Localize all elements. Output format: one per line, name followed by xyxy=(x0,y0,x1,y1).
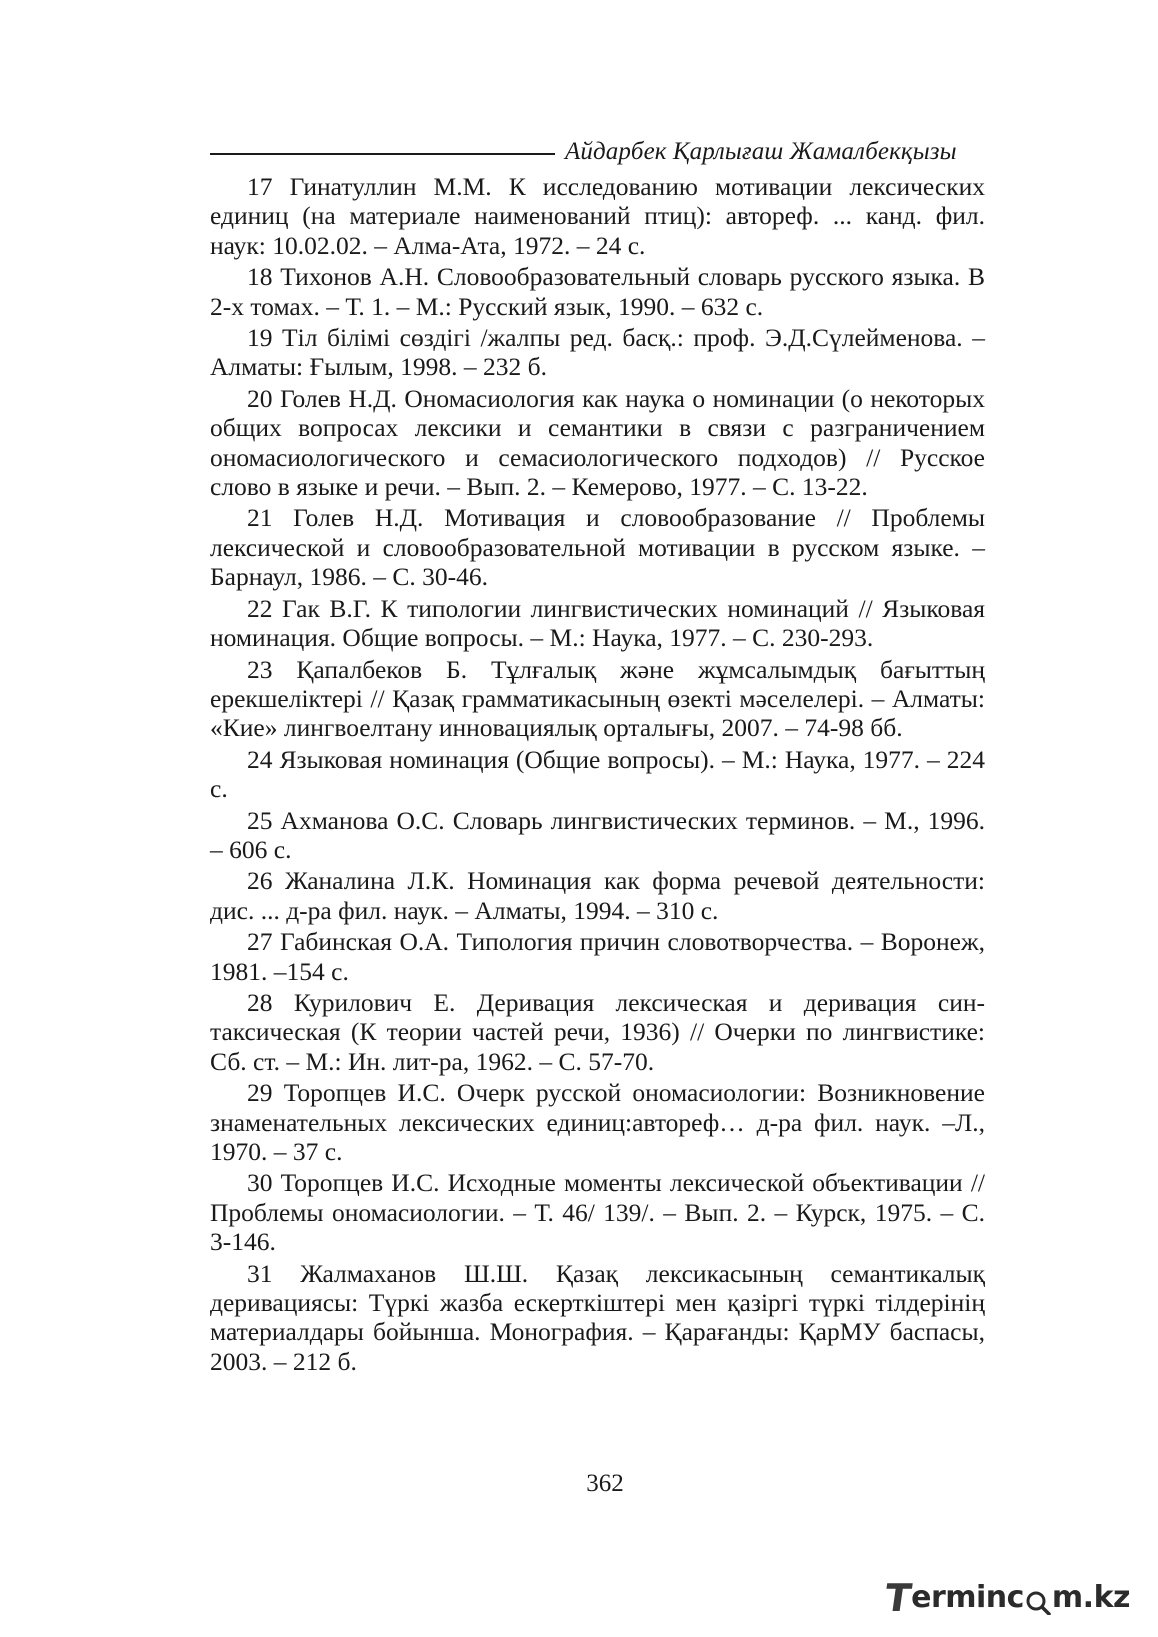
header-author: Айдарбек Қарлығаш Жамалбекқызы xyxy=(565,138,957,165)
header-rule xyxy=(210,153,555,155)
reference-item: 23 Қапалбеков Б. Тұлғалық және жұмсалымдық бағыттың ерекшеліктері // Қазақ грамматикасының өзекті мәселелері. – Алматы: «Кие» лингвоелтану инновациялық орталығы, 2007. – 74-98 бб. xyxy=(210,654,985,743)
page-number: 362 xyxy=(586,1470,624,1497)
watermark-text-start: erminc xyxy=(911,1580,1024,1615)
reference-item: 18 Тихонов А.Н. Словообразовательный словарь русского языка. В 2-х томах. – Т. 1. – М.: Русский язык, 1990. – 632 с. xyxy=(210,262,985,321)
running-header xyxy=(210,132,985,172)
watermark-text-end: m.kz xyxy=(1051,1580,1130,1615)
reference-item: 19 Тіл білімі сөздігі /жалпы ред. басқ.: проф. Э.Д.Сүлейменова. – Алматы: Ғылым, 1998. – 232 б. xyxy=(210,323,985,382)
reference-item: 21 Голев Н.Д. Мотивация и словообразование // Проблемы лексической и словообразовательной мотивации в русском языке. – Барнаул, 1986. – С. 30-46. xyxy=(210,503,985,592)
reference-item: 28 Курилович Е. Деривация лексическая и деривация синтаксическая (К теории частей речи, 1936) // Очерки по лингвистике: Сб. ст. – М.: Ин. лит-ра, 1962. – С. 57-70. xyxy=(210,987,985,1076)
reference-item: 24 Языковая номинация (Общие вопросы). – М.: Наука, 1977. – 224 с. xyxy=(210,744,985,804)
reference-item: 17 Гинатуллин М.М. К исследованию мотивации лексических единиц (на материале наименований птиц): автореф. ... канд. фил. наук: 10.02.02. – Алма-Ата, 1972. – 24 с. xyxy=(210,172,985,260)
termincom-watermark-logo xyxy=(881,1576,1130,1620)
reference-item: 20 Голев Н.Д. Ономасиология как наука о номинации (о некоторых общих вопросах лексики и семантики в связи с разграничением ономасиологического и семасиологического подходов) // Русское слово в языке и речи. – Вып. 2. – Кемерово, 1977. – С. 13-22. xyxy=(210,383,985,502)
reference-item: 22 Гак В.Г. К типологии лингвистических номинаций // Языковая номинация. Общие вопросы. – М.: Наука, 1977. – С. 230-293. xyxy=(210,593,985,653)
magnifier-icon xyxy=(1025,1585,1051,1615)
reference-item: 30 Торопцев И.С. Исходные моменты лексической объективации // Проблемы ономасиологии. – Т. 46/ 139/. – Вып. 2. – Курск, 1975. – С. 3-146. xyxy=(210,1168,985,1257)
reference-item: 26 Жаналина Л.К. Номинация как форма речевой деятельности: дис. ... д-ра фил. наук. – Алматы, 1994. – 310 с. xyxy=(210,866,985,925)
reference-item: 27 Габинская О.А. Типология причин словотворчества. – Воронеж, 1981. –154 с. xyxy=(210,927,985,986)
reference-item: 31 Жалмаханов Ш.Ш. Қазақ лексикасының семантикалық деривациясы: Түркі жазба ескерткіштері мен қазіргі түркі тілдерінің материалдары бойынша. Монография. – Қарағанды: ҚарМУ баспасы, 2003. – 212 б. xyxy=(210,1258,985,1376)
watermark-logo-letter: T xyxy=(881,1576,914,1620)
reference-item: 29 Торопцев И.С. Очерк русской ономасиологии: Возникновение знаменательных лексических единиц:автореф… д-ра фил. наук. –Л., 1970. – 37 с. xyxy=(210,1078,985,1166)
reference-list xyxy=(210,172,985,1378)
reference-item: 25 Ахманова О.С. Словарь лингвистических терминов. – М., 1996. – 606 с. xyxy=(210,805,985,864)
